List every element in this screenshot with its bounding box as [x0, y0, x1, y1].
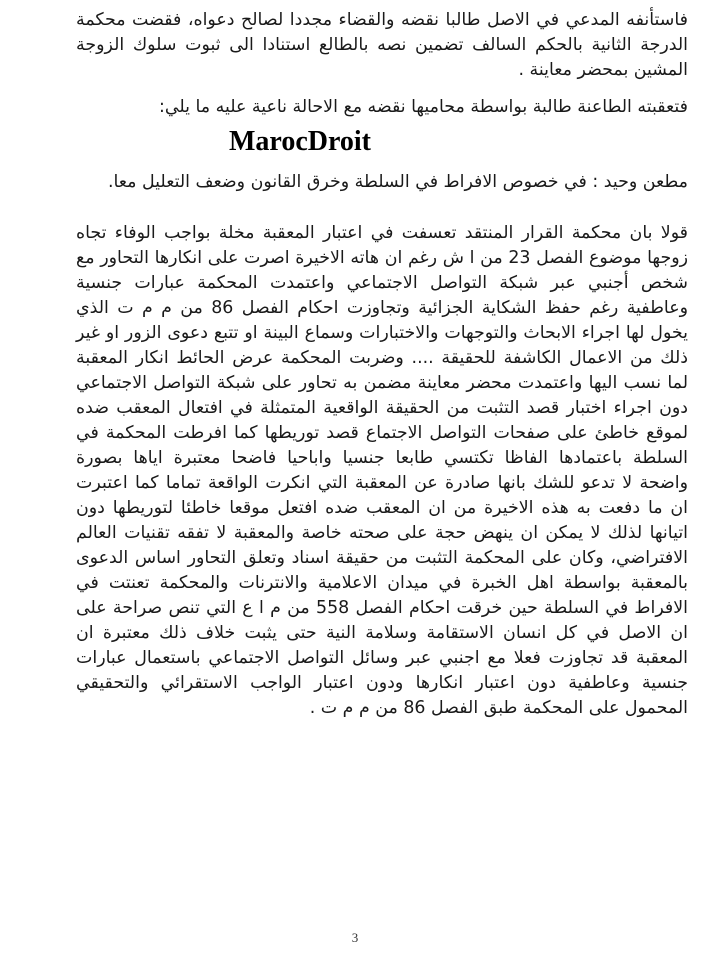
paragraph-ground-body: قولا بان محكمة القرار المنتقد تعسفت في اعتبار المعقبة مخلة بواجب الوفاء تجاه زوجها موضوع الفصل 23 من ا ش رغم ان هاته الاخيرة اصرت على انكارها التحاور مع شخص أجنبي عبر شبكة التواصل الاجتماعي واعتمدت المحكمة عبارات جنسية وعاطفية رغم حفظ الشكاية الجزائية وتجاوزت احكام الفصل 86 من م م ت الذي يخول لها اجراء الابحاث والتوجهات والاختبارات وسماع البينة او تتبع دعوى الزور او غير ذلك من الاعمال الكاشفة للحقيقة .... وضربت المحكمة عرض الحائط انكار المعقبة لما نسب اليها واعتمدت محضر معاينة مضمن به تحاور على شبكة التواصل الاجتماعي دون اجراء اختبار قصد التثبت من الحقيقة الواقعية المتمثلة في افتعال المعقب ضده لموقع خاطئ على صفحات التواصل الاجتماع قصد توريطها كما افرطت المحكمة في السلطة باعتمادها الفاظا تكتسي طابعا جنسيا واباحيا فاضحا معتبرة اياها بصورة واضحة لا تدعو للشك بانها صادرة عن المعقبة التي انكرت الواقعة تماما كما اعتبرت ان ما دفعت به هذه الاخيرة من ان المعقب ضده افتعل موقعا خاطئا لتوريطها دون اتيانها لذلك لا يمكن ان ينهض حجة على صحته خاصة والمعقبة لا تفقه تقنيات العالم الافتراضي، وكان على المحكمة التثبت من حقيقة اسناد وتعلق التحاور اساس الدعوى بالمعقبة بواسطة اهل الخبرة في ميدان الاعلامية والانترنات والمحكمة تعنتت في الافراط في السلطة حين خرقت احكام الفصل 558 من م ا ع التي تنص صراحة على ان الاصل في كل انسان الاستقامة وسلامة النية حتى يثبت خلاف ذلك معتبرة ان المعقبة قد تجاوزت فعلا مع اجنبي عبر وسائل التواصل الاجتماعي باستعمال عبارات جنسية وعاطفية دون اعتبار انكارها ودون اعتبار الواجب الاستقرائي والتحقيقي المحمول على المحكمة طبق الفصل 86 من م م ت .: [76, 223, 688, 718]
paragraph-cassation-request: فتعقبته الطاعنة طالبة بواسطة محاميها نقضه مع الاحالة ناعية عليه ما يلي:: [159, 97, 688, 117]
page-number: 3: [351, 930, 359, 945]
paragraph-ground-heading: مطعن وحيد : في خصوص الافراط في السلطة وخرق القانون وضعف التعليل معا.: [107, 172, 688, 192]
paragraph-appeal: فاستأنفه المدعي في الاصل طالبا نقضه والقضاء مجددا لصالح دعواه، فقضت محكمة الدرجة الثانية بالحكم السالف تضمين نصه بالطالع استنادا الى ثبوت سلوك الزوجة المشين بمحضر معاينة .: [76, 10, 688, 80]
watermark-logo: MarocDroit: [228, 126, 372, 157]
